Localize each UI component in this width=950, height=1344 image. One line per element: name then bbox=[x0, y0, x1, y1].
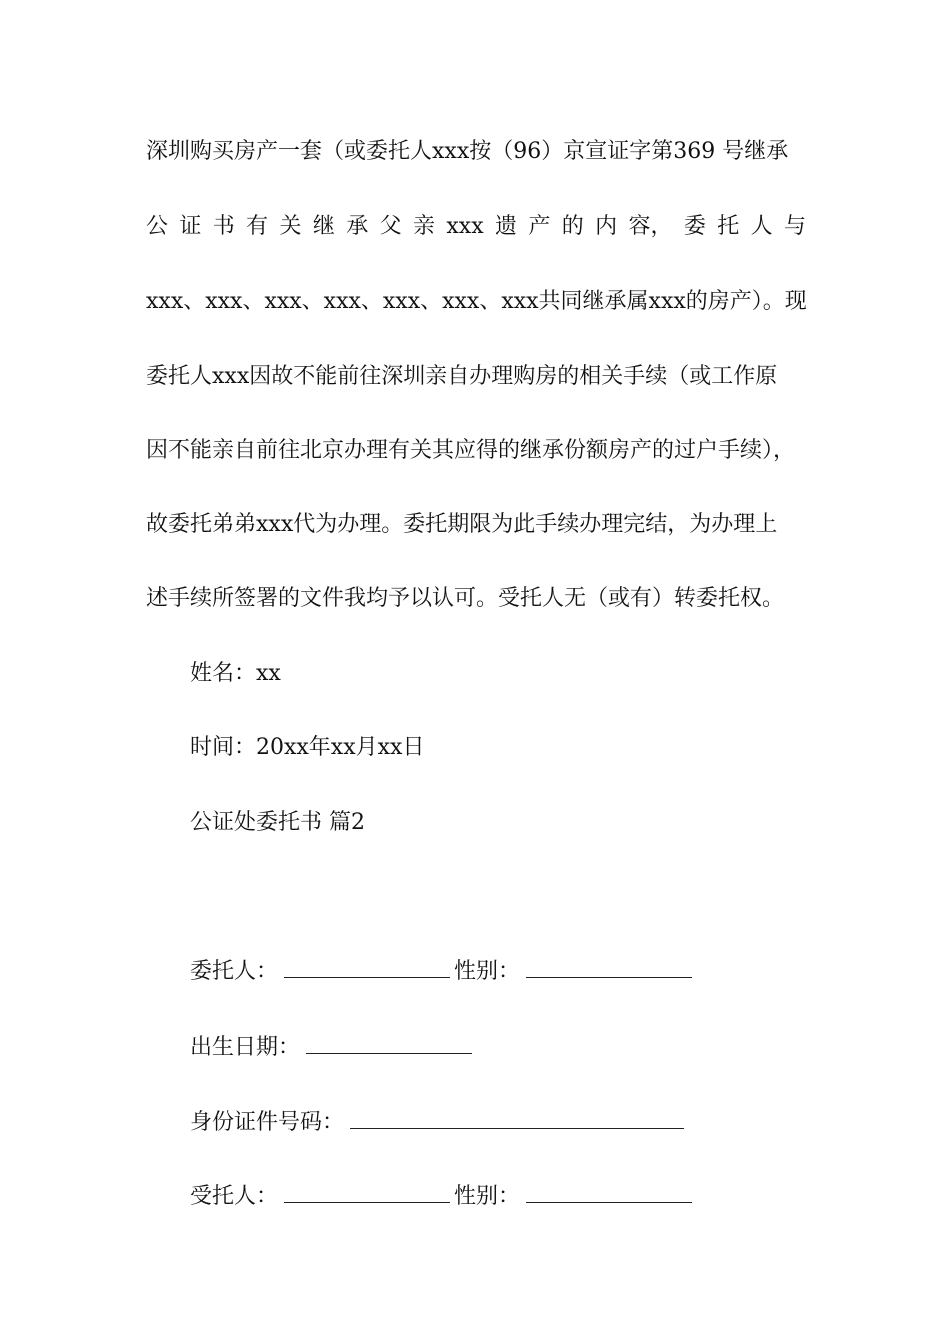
body-line-1: 深圳购买房产一套（或委托人xxx按（96）京宣证字第369 号继承 bbox=[146, 139, 789, 164]
birthdate-label: 出生日期： bbox=[190, 1035, 301, 1060]
principal-blank[interactable] bbox=[284, 957, 450, 978]
body-line-6: 故委托弟弟xxx代为办理。委托期限为此手续办理完结，为办理上 bbox=[146, 512, 778, 537]
agent-label: 受托人： bbox=[190, 1184, 279, 1209]
section-title: 公证处委托书 篇2 bbox=[190, 810, 365, 835]
signature-name: 姓名：xx bbox=[190, 661, 281, 686]
agent-blank[interactable] bbox=[284, 1182, 450, 1203]
body-line-7: 述手续所签署的文件我均予以认可。受托人无（或有）转委托权。 bbox=[146, 586, 785, 611]
body-line-4: 委托人xxx因故不能前往深圳亲自办理购房的相关手续（或工作原 bbox=[146, 364, 778, 389]
agent-row bbox=[190, 1182, 696, 1212]
id-row bbox=[190, 1108, 688, 1138]
signature-time: 时间：20xx年xx月xx日 bbox=[190, 735, 425, 760]
id-label: 身份证件号码： bbox=[190, 1110, 345, 1135]
body-line-5: 因不能亲自前往北京办理有关其应得的继承份额房产的过户手续）， bbox=[146, 438, 796, 463]
birthdate-row bbox=[190, 1033, 476, 1063]
gender-blank-2[interactable] bbox=[526, 1182, 692, 1203]
principal-label: 委托人： bbox=[190, 959, 279, 984]
gender-label-2: 性别： bbox=[454, 1184, 521, 1209]
body-line-3: xxx、xxx、xxx、xxx、xxx、xxx、xxx共同继承属xxx的房产）。现 bbox=[146, 289, 807, 314]
id-blank[interactable] bbox=[350, 1108, 684, 1129]
principal-row bbox=[190, 957, 696, 987]
body-line-2: 公 证 书 有 关 继 承 父 亲 xxx 遗 产 的 内 容， 委 托 人 与 bbox=[146, 212, 806, 242]
body-line-2-a: 公 bbox=[146, 214, 169, 239]
gender-blank-1[interactable] bbox=[526, 957, 692, 978]
birthdate-blank[interactable] bbox=[306, 1033, 472, 1054]
gender-label-1: 性别： bbox=[454, 959, 521, 984]
